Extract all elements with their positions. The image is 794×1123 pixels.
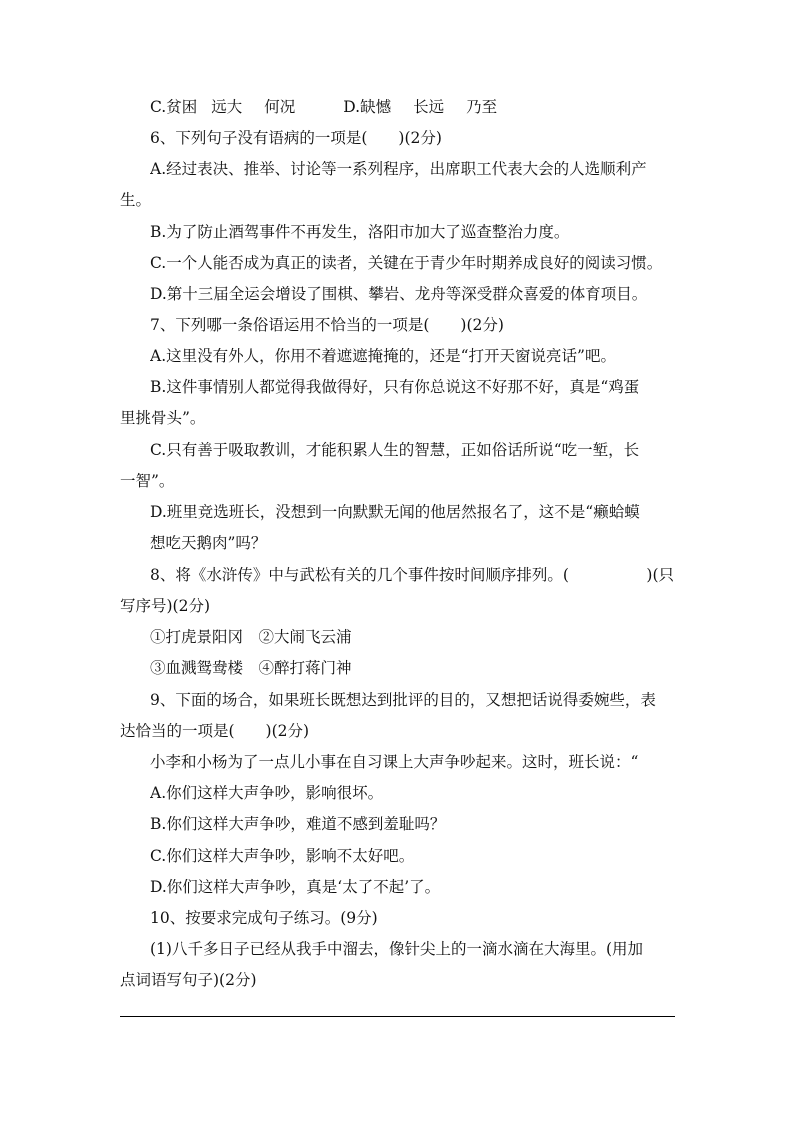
q5-options-cd: [150, 97, 676, 117]
q7-option-c-line1: C.只有善于吸取教训，才能积累人生的智慧，正如俗话所说“吃一堑，长: [150, 441, 640, 459]
q7-option-d-line1: D.班里竞选班长，没想到一向默默无闻的他居然报名了，这不是“癞蛤蟆: [150, 503, 640, 521]
q9-stem-line1: 9、下面的场合，如果班长既想达到批评的目的，又想把话说得委婉些，表: [150, 691, 656, 709]
q10-stem: 10、按要求完成句子练习。(9分): [150, 909, 378, 927]
answer-line: [120, 1016, 675, 1017]
q7-option-b-line2: 里挑骨头”。: [120, 409, 206, 427]
q5-option-c-word1: 远大: [211, 98, 243, 116]
q6-option-d: D.第十三届全运会增设了围棋、攀岩、龙舟等深受群众喜爱的体育项目。: [150, 285, 648, 303]
q9-context: 小李和小杨为了一点儿小事在自习课上大声争吵起来。这时，班长说：“: [150, 753, 639, 771]
q7-stem: 7、下列哪一条俗语运用不恰当的一项是( )(2分): [150, 316, 504, 334]
q6-option-c: C.一个人能否成为真正的读者，关键在于青少年时期养成良好的阅读习惯。: [150, 254, 663, 272]
q6-option-a-line1: A.经过表决、推举、讨论等一系列程序，出席职工代表大会的人选顺利产: [150, 160, 647, 178]
q9-option-d: D.你们这样大声争吵，真是‘太了不起’了。: [150, 878, 441, 896]
q8-items-line1: ①打虎景阳冈 ②大闹飞云浦: [150, 628, 352, 646]
q9-stem-line2: 达恰当的一项是( )(2分): [120, 722, 310, 740]
q7-option-c-line2: 一智”。: [120, 472, 175, 490]
q6-stem: 6、下列句子没有语病的一项是( )(2分): [150, 129, 442, 147]
q7-option-d-line2: 想吃天鹅肉”吗？: [150, 534, 267, 552]
q10-sub1-line1: (1)八千多日子已经从我手中溜去，像针尖上的一滴水滴在大海里。(用加: [150, 940, 644, 958]
q6-option-b: B.为了防止酒驾事件不再发生，洛阳市加大了巡查整治力度。: [150, 223, 570, 241]
q5-option-c-word2: 何况: [264, 98, 296, 116]
q5-option-c-label: C.贫困: [150, 98, 198, 116]
q8-stem-line2: 写序号)(2分): [120, 597, 211, 615]
q5-option-d-word1: 长远: [413, 98, 445, 116]
q9-option-b: B.你们这样大声争吵，难道不感到羞耻吗？: [150, 815, 446, 833]
q7-option-a: A.这里没有外人，你用不着遮遮掩掩的，还是“打开天窗说亮话”吧。: [150, 347, 616, 365]
q9-option-a: A.你们这样大声争吵，影响很坏。: [150, 784, 384, 802]
q8-items-line2: ③血溅鸳鸯楼 ④醉打蒋门神: [150, 659, 352, 677]
q9-option-c: C.你们这样大声争吵，影响不太好吧。: [150, 847, 415, 865]
q6-option-a-line2: 生。: [120, 191, 152, 209]
q7-option-b-line1: B.这件事情别人都觉得我做得好，只有你总说这不好那不好，真是“鸡蛋: [150, 378, 640, 396]
q5-option-d-word2: 乃至: [466, 98, 498, 116]
q10-sub1-line2: 点词语写句子)(2分): [120, 971, 257, 989]
q5-option-d-label: D.缺憾: [343, 98, 392, 116]
q8-stem-line1: 8、将《水浒传》中与武松有关的几个事件按时间顺序排列。( )(只: [150, 566, 675, 584]
